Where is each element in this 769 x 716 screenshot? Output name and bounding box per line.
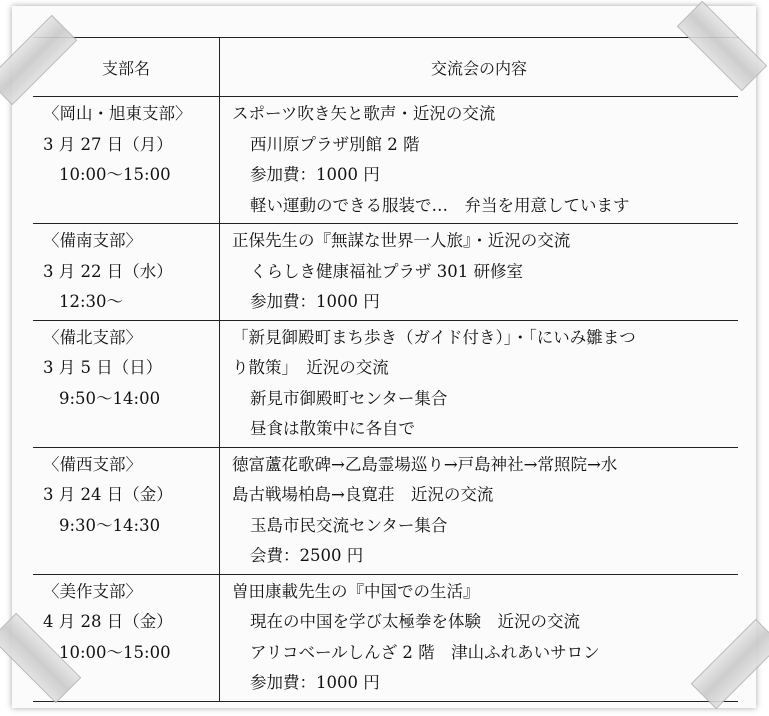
branch-date: 3 月 27 日（月） [43,134,173,154]
table-row [33,574,738,701]
event-fee: 会費：2500 円 [250,546,364,565]
event-title: 正保先生の『無謀な世界一人旅』・近況の交流 [232,231,571,250]
event-title: 徳富蘆花歌碑→乙島霊場巡り→戸島神社→常照院→水 [232,454,618,474]
branch-time: 9:30〜14:30 [59,515,161,535]
branch-time: 10:00〜15:00 [59,642,171,662]
event-description: 現在の中国を学び太極拳を体験 近況の交流 [250,612,580,631]
event-venue: アリコベールしんざ 2 階 津山ふれあいサロン [250,642,600,662]
table-row [33,224,738,321]
branch-name: 〈備北支部〉 [43,327,142,347]
event-title: 「新見御殿町まち歩き（ガイド付き）」・「にいみ雛まつ [232,327,636,347]
event-title: スポーツ吹き矢と歌声・近況の交流 [232,104,496,123]
event-venue: 西川原プラザ別館 2 階 [250,134,420,154]
event-title: 曽田康載先生の『中国での生活』 [232,581,480,601]
branch-time: 12:30〜 [59,292,124,311]
event-venue: 新見市御殿町センター集合 [250,388,448,408]
branch-date: 3 月 5 日（日） [43,358,163,377]
branch-name: 〈備西支部〉 [43,454,142,474]
header-branch-name: 支部名 [33,38,220,97]
branch-date: 4 月 28 日（金） [43,612,173,631]
branch-name: 〈美作支部〉 [43,581,142,601]
table-row [33,320,738,447]
branch-name: 〈備南支部〉 [43,231,142,250]
branch-schedule-table [33,37,738,702]
event-title-cont: り散策」 近況の交流 [232,358,389,377]
table-row [33,447,738,574]
branch-date: 3 月 24 日（金） [43,485,173,504]
table-header-row [33,38,738,97]
event-note: 昼食は散策中に各自で [250,419,415,438]
event-fee: 参加費：1000 円 [250,292,380,311]
event-note: 軽い運動のできる服装で… 弁当を用意しています [250,195,630,215]
event-venue: くらしき健康福祉プラザ 301 研修室 [250,261,523,281]
branch-time: 9:50〜14:00 [59,388,161,408]
event-title-cont: 島古戦場柏島→良寛荘 近況の交流 [232,485,494,504]
table-row [33,97,738,224]
header-event-content: 交流会の内容 [220,38,739,97]
event-venue: 玉島市民交流センター集合 [250,515,448,535]
branch-date: 3 月 22 日（水） [43,261,173,281]
branch-name: 〈岡山・旭東支部〉 [43,104,192,123]
event-fee: 参加費：1000 円 [250,165,380,184]
branch-time: 10:00〜15:00 [59,165,171,184]
event-fee: 参加費：1000 円 [250,673,380,692]
